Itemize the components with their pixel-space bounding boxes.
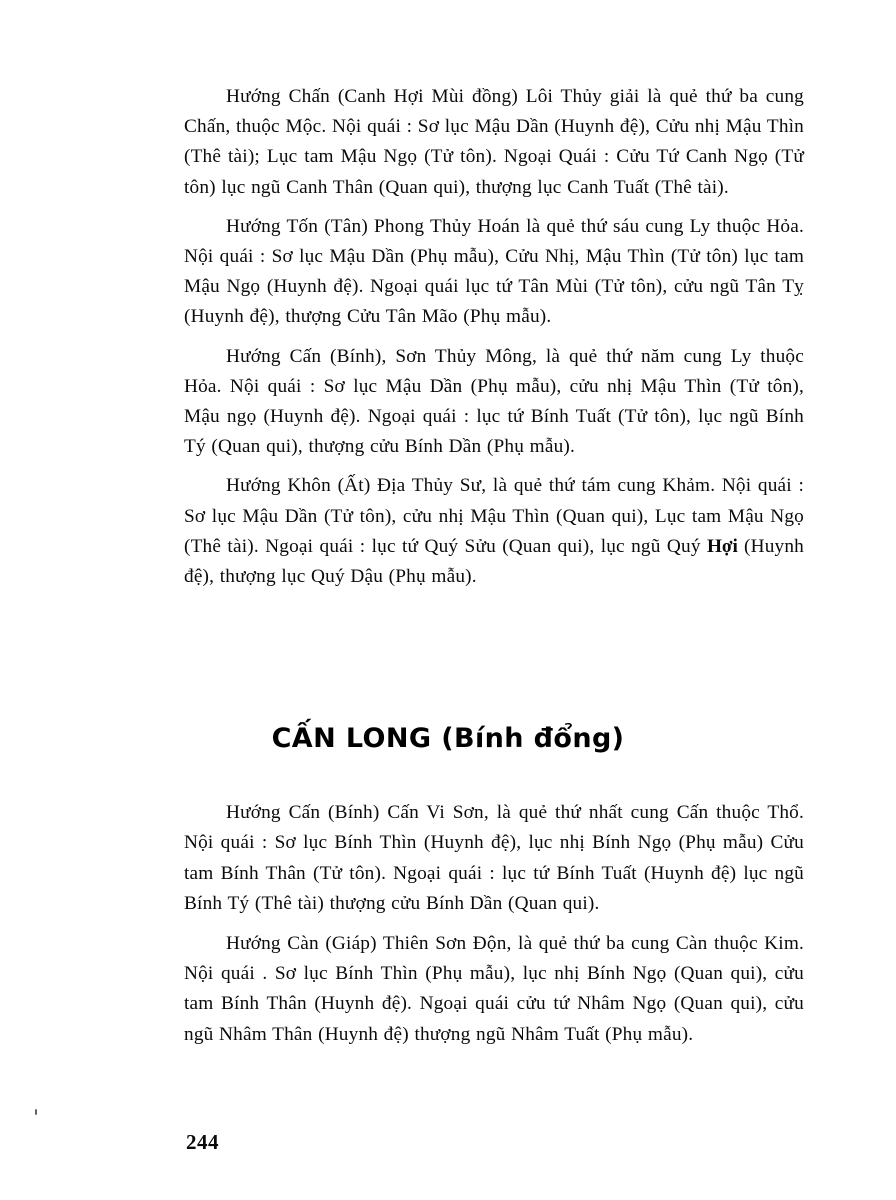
page-number: 244: [186, 1130, 219, 1154]
paragraph-huong-can-son-thuy-mong: Hướng Cấn (Bính), Sơn Thủy Mông, là quẻ thứ năm cung Ly thuộc Hỏa. Nội quái : Sơ lục Mậu Dần (Phụ mẫu), cửu nhị Mậu Thìn (Tử tôn), Mậu ngọ (Huynh đệ). Ngoại quái : lục tứ Bính Tuất (Tử tôn), lục ngũ Bính Tý (Quan qui), thượng cửu Bính Dần (Phụ mẫu).: [184, 345, 804, 458]
paragraph-huong-khon: [184, 471, 804, 592]
scan-artifact-speck: [35, 1109, 37, 1115]
paragraph-huong-can-can-vi-son: Hướng Cấn (Bính) Cấn Vi Sơn, là quẻ thứ nhất cung Cấn thuộc Thổ. Nội quái : Sơ lục Bính Thìn (Huynh đệ), lục nhị Bính Ngọ (Phụ mẫu) Cửu tam Bính Thân (Tử tôn). Ngoại quái : lục tứ Bính Tuất (Huynh đệ) lục ngũ Bính Tý (Thê tài) thượng cửu Bính Dần (Quan qui).: [184, 802, 804, 915]
paragraph-huong-ton: Hướng Tốn (Tân) Phong Thủy Hoán là quẻ thứ sáu cung Ly thuộc Hỏa. Nội quái : Sơ lục Mậu Dần (Phụ mẫu), Cửu Nhị, Mậu Thìn (Tử tôn) lục tam Mậu Ngọ (Huynh đệ). Ngoại quái lục tứ Tân Mùi (Tử tôn), cửu ngũ Tân Tỵ (Huynh đệ), thượng Cửu Tân Mão (Phụ mẫu).: [184, 215, 804, 328]
paragraph-huong-can-thien-son-don: Hướng Càn (Giáp) Thiên Sơn Độn, là quẻ thứ ba cung Càn thuộc Kim. Nội quái . Sơ lục Bính Thìn (Phụ mẫu), lục nhị Bính Ngọ (Quan qui), cửu tam Bính Thân (Huynh đệ). Ngoại quái cửu tứ Nhâm Ngọ (Quan qui), cửu ngũ Nhâm Thân (Huynh đệ) thượng ngũ Nhâm Tuất (Phụ mẫu).: [184, 932, 804, 1045]
emphasized-term-hoi: Hợi: [706, 535, 738, 557]
text-column-upper: [184, 82, 804, 592]
text-column-lower: [184, 798, 804, 1050]
section-heading: CẤN LONG (Bính đổng): [271, 723, 625, 754]
paragraph-huong-chan: Hướng Chấn (Canh Hợi Mùi đồng) Lôi Thủy giải là quẻ thứ ba cung Chấn, thuộc Mộc. Nội quái : Sơ lục Mậu Dần (Huynh đệ), Cửu nhị Mậu Thìn (Thê tài); Lục tam Mậu Ngọ (Tử tôn). Ngoại Quái : Cửu Tứ Canh Ngọ (Tử tôn) lục ngũ Canh Thân (Quan qui), thượng lục Canh Tuất (Thê tài).: [184, 86, 804, 198]
paragraph-huong-khon-part2: (Huynh đệ), thượng lục Quý Dậu (Phụ mẫu).: [184, 535, 805, 588]
paragraph-huong-khon-part1: Hướng Khôn (Ất) Địa Thủy Sư, là quẻ thứ tám cung Khảm. Nội quái : Sơ lục Mậu Dần (Tử tôn), cửu nhị Mậu Thìn (Quan qui), Lục tam Mậu Ngọ (Thê tài). Ngoại quái : lục tứ Quý Sửu (Quan qui), lục ngũ Quý: [184, 475, 804, 557]
